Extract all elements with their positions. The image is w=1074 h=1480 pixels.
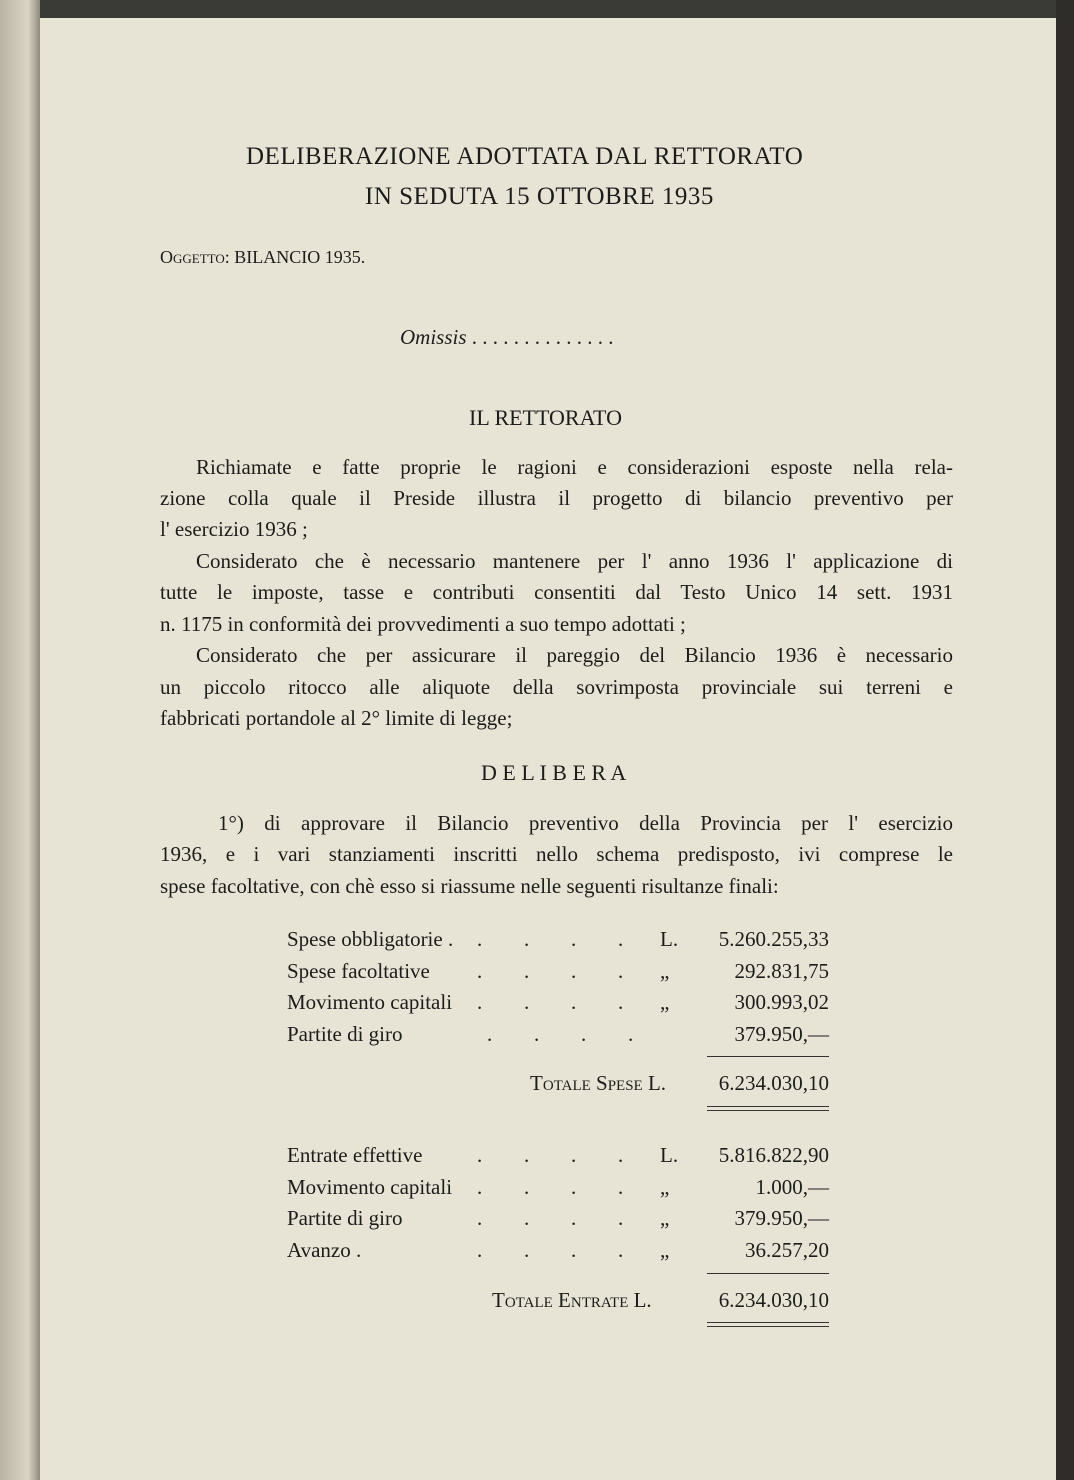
row-label: Spese obbligatorie . <box>287 927 454 951</box>
rettorato-heading: IL RETTORATO <box>469 405 622 430</box>
heading-line-2: IN SEDUTA 15 OTTOBRE 1935 <box>365 183 714 210</box>
omissis <box>400 325 614 350</box>
paragraph-line: Considerato che è necessario mantenere per l' anno 1936 l' applicazione di <box>196 549 953 573</box>
totale-entrate-amount: 6.234.030,10 <box>718 1288 829 1312</box>
ledger-row: Spese obbligatorie . . . . . L. 5.260.255,33 <box>287 927 829 951</box>
omissis-label: Omissis <box>400 325 467 349</box>
row-currency: „ <box>660 1237 670 1262</box>
oggetto: Oggetto: BILANCIO 1935. <box>160 247 366 267</box>
row-currency: „ <box>660 1206 670 1230</box>
row-label: Partite di giro <box>287 1021 403 1046</box>
row-amount: 5.260.255,33 <box>718 927 829 951</box>
ledger-row: Partite di giro . . . . 379.950,— <box>287 1021 829 1046</box>
paragraph-line: Considerato che per assicurare il pareggio del Bilancio 1936 è necessario <box>196 643 953 667</box>
delibera-line: 1936, e i vari stanziamenti inscritti nello schema predisposto, ivi comprese le <box>160 842 953 866</box>
totale-entrate <box>492 1288 652 1313</box>
row-label: Entrate effettive <box>287 1143 423 1167</box>
paragraph-line: n. 1175 in conformità dei provvedimenti a suo tempo adottati ; <box>160 612 686 636</box>
ledger-row: Avanzo . . . . . „ 36.257,20 <box>287 1237 829 1262</box>
paragraph-line: un piccolo ritocco alle aliquote della sovrimposta provinciale sui terreni e <box>160 675 953 699</box>
row-amount: 379.950,— <box>734 1206 829 1230</box>
totale-spese-label: Totale Spese L. <box>530 1071 667 1095</box>
row-label: Movimento capitali <box>287 1174 453 1199</box>
row-currency: L. <box>660 1143 679 1167</box>
row-currency: „ <box>660 958 670 983</box>
row-label: Avanzo . <box>287 1237 362 1262</box>
page-edge <box>1056 0 1074 1480</box>
row-label: Spese facoltative <box>287 958 430 983</box>
row-amount: 36.257,20 <box>745 1237 829 1262</box>
row-amount: 292.831,75 <box>734 958 829 983</box>
row-currency: L. <box>660 927 679 951</box>
delibera-line: 1°) di approvare il Bilancio preventivo della Provincia per l' esercizio <box>218 811 953 835</box>
sum-rule <box>707 1056 829 1057</box>
ledger-row: Movimento capitali . . . . „ 1.000,— <box>287 1174 829 1199</box>
ledger-row: Movimento capitali . . . . „ 300.993,02 <box>287 990 829 1014</box>
delibera-line: spese facoltative, con chè esso si riassume nelle seguenti risultanze finali: <box>160 874 779 898</box>
row-label: Partite di giro <box>287 1206 403 1230</box>
paragraph-line: zione colla quale il Preside illustra il progetto di bilancio preventivo per <box>160 486 953 510</box>
totale-entrate-label: Totale Entrate L. <box>492 1288 652 1312</box>
omissis-dots: . . . . . . . . . . . . . . <box>471 325 614 349</box>
row-amount: 300.993,02 <box>734 990 829 1014</box>
totale-spese-amount: 6.234.030,10 <box>718 1071 829 1095</box>
ledger-row: Spese facoltative . . . . „ 292.831,75 <box>287 958 829 983</box>
row-amount: 1.000,— <box>755 1174 829 1199</box>
paragraph-line: Richiamate e fatte proprie le ragioni e considerazioni esposte nella rela- <box>196 455 953 479</box>
paragraph-line: l' esercizio 1936 ; <box>160 517 308 541</box>
ledger-row: Partite di giro . . . . „ 379.950,— <box>287 1206 829 1230</box>
paragraph-line: fabbricati portandole al 2° limite di legge; <box>160 706 513 730</box>
heading-line-1: DELIBERAZIONE ADOTTATA DAL RETTORATO <box>246 143 804 170</box>
ledger-row: Entrate effettive . . . . L. 5.816.822,90 <box>287 1143 829 1167</box>
row-currency: „ <box>660 1174 670 1199</box>
row-amount: 5.816.822,90 <box>718 1143 829 1167</box>
paragraph-line: tutte le imposte, tasse e contributi consentiti dal Testo Unico 14 sett. 1931 <box>160 580 953 604</box>
row-currency: „ <box>660 990 670 1014</box>
sum-rule <box>707 1273 829 1274</box>
book-gutter <box>0 0 40 1480</box>
row-amount: 379.950,— <box>734 1021 829 1046</box>
double-rule <box>707 1322 829 1327</box>
row-label: Movimento capitali <box>287 990 453 1014</box>
totale-spese <box>530 1071 666 1096</box>
double-rule <box>707 1106 829 1111</box>
delibera-heading: D E L I B E R A <box>481 760 627 785</box>
